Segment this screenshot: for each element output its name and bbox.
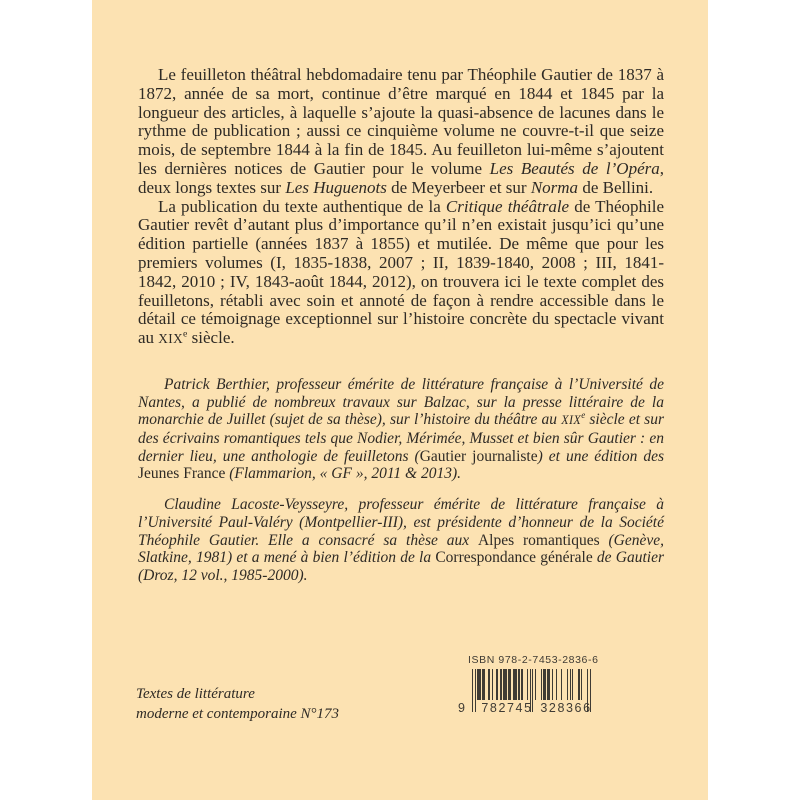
ean-digits-right: 328366 <box>540 701 592 715</box>
series-line-1: Textes de littérature <box>136 686 255 702</box>
ean-digits-left: 782745 <box>481 701 533 715</box>
back-cover-text <box>138 66 664 585</box>
isbn-label: ISBN 978-2-7453-2836-6 <box>468 654 599 666</box>
author-bio-lacoste-veysseyre: Claudine Lacoste-Veysseyre, professeur émérite de littérature française à l’Université Paul-Valéry (Montpellier-III), est présidente d’honneur de la Société Théophile Gautier. Elle a consacré sa thèse aux Alpes romantiques (Genève, Slatkine, 1981) et a mené à bien l’édition de la Correspondance générale de Gautier (Droz, 12 vol., 1985-2000). <box>138 496 664 584</box>
synopsis-paragraph-2: La publication du texte authentique de la Critique théâtrale de Théophile Gautier revêt d’autant plus d’importance qu’il n’en existait jusqu’ici qu’une édition partielle (années 1837 à 1855) et mutilée. De même que pour les premiers volumes (I, 1835-1838, 2007 ; II, 1839-1840, 2008 ; III, 1841-1842, 2010 ; IV, 1843-août 1844, 2012), on trouvera ici le texte complet des feuilletons, rétabli avec soin et annoté de façon à rendre accessible dans le détail ce témoignage exceptionnel sur l’histoire concrète du spectacle vivant au XIXe siècle. <box>138 196 664 348</box>
series-label <box>136 684 339 724</box>
book-back-cover <box>92 0 708 800</box>
isbn-block <box>458 654 618 720</box>
synopsis-paragraph-1: Le feuilleton théâtral hebdomadaire tenu par Théophile Gautier de 1837 à 1872, année de sa mort, continue d’être marqué en 1844 et 1845 par la longueur des articles, à laquelle s’ajoute la quasi-absence de lacunes dans le rythme de publication ; aussi ce cinquième volume ne couvre-t-il que seize mois, de septembre 1844 à la fin de 1845. Au feuilleton lui-même s’ajoutent les dernières notices de Gautier pour le volume Les Beautés de l’Opéra, deux longs textes sur Les Huguenots de Meyerbeer et sur Norma de Bellini. <box>138 65 664 197</box>
author-bio-berthier: Patrick Berthier, professeur émérite de littérature française à l’Université de Nantes, a publié de nombreux travaux sur Balzac, sur la presse littéraire de la monarchie de Juillet (sujet de sa thèse), sur l’histoire du théâtre au XIXe siècle et sur des écrivains romantiques tels que Nodier, Mérimée, Musset et bien sûr Gautier : en dernier lieu, une anthologie de feuilletons (Gautier journaliste) et une édition des Jeunes France (Flammarion, « GF », 2011 & 2013). <box>138 375 665 483</box>
ean-digit-first: 9 <box>458 701 465 715</box>
series-line-2: moderne et contemporaine N°173 <box>136 706 340 722</box>
